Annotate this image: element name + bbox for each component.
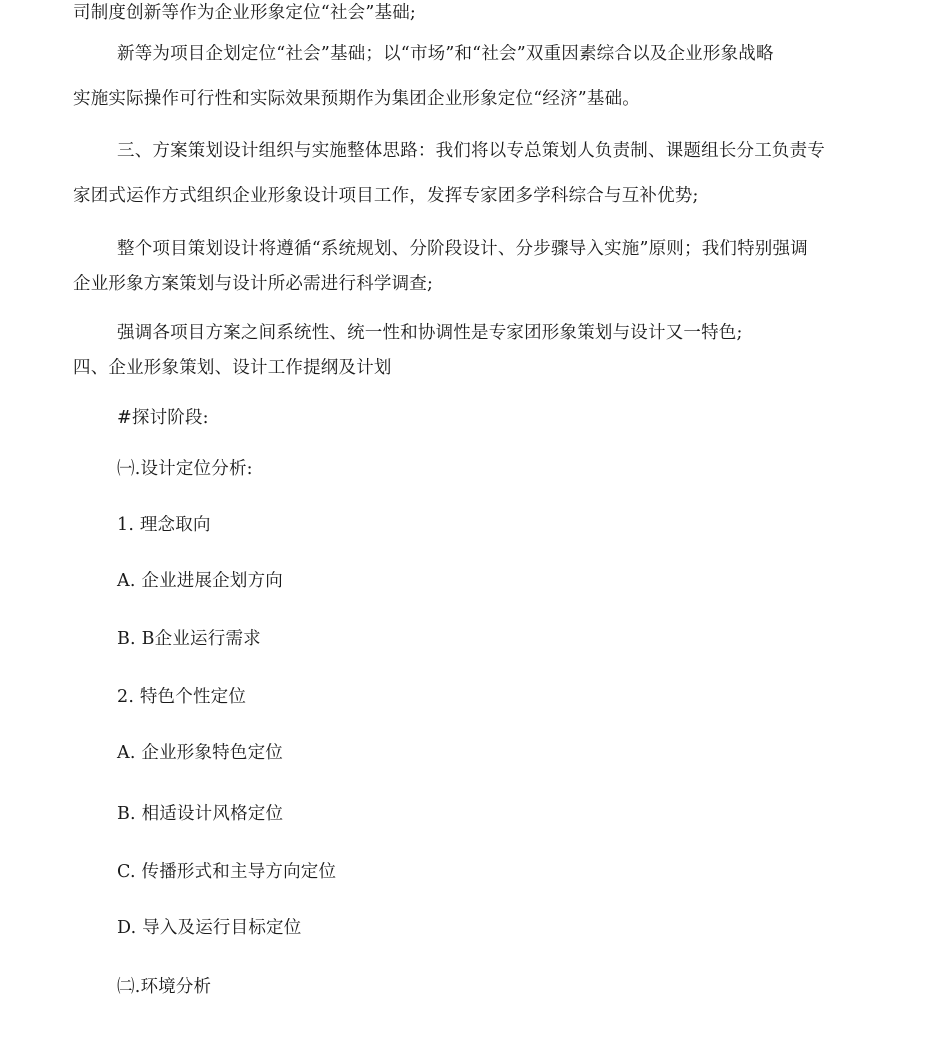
outline-item: 1. 理念取向 [117, 515, 211, 535]
outline-subsection: ㈠.设计定位分析: [117, 459, 253, 479]
outline-subitem: D. 导入及运行目标定位 [117, 918, 302, 938]
outline-subitem: A. 企业形象特色定位 [117, 743, 283, 763]
paragraph-continuation-line: 司制度创新等作为企业形象定位“社会”基础; [73, 3, 416, 23]
paragraph-line: 企业形象方案策划与设计所必需进行科学调查; [73, 274, 434, 294]
outline-stage: #探讨阶段: [117, 408, 209, 428]
paragraph-line: 实施实际操作可行性和实际效果预期作为集团企业形象定位“经济”基础。 [73, 89, 640, 109]
paragraph-line: 强调各项目方案之间系统性、统一性和协调性是专家团形象策划与设计又一特色; [117, 323, 743, 343]
outline-subitem: B. B企业运行需求 [117, 629, 261, 649]
section-heading: 四、企业形象策划、设计工作提纲及计划 [73, 358, 392, 378]
outline-subitem: B. 相适设计风格定位 [117, 804, 284, 824]
paragraph-line: 家团式运作方式组织企业形象设计项目工作，发挥专家团多学科综合与互补优势; [73, 186, 699, 206]
outline-item: 2. 特色个性定位 [117, 687, 247, 707]
paragraph-line: 新等为项目企划定位“社会”基础；以“市场”和“社会”双重因素综合以及企业形象战略 [117, 44, 774, 64]
outline-subitem: C. 传播形式和主导方向定位 [117, 862, 337, 882]
paragraph-line: 整个项目策划设计将遵循“系统规划、分阶段设计、分步骤导入实施”原则；我们特别强调 [117, 239, 808, 259]
outline-subsection: ㈡.环境分析 [117, 977, 212, 997]
outline-subitem: A. 企业进展企划方向 [117, 571, 283, 591]
paragraph-line: 三、方案策划设计组织与实施整体思路：我们将以专总策划人负责制、课题组长分工负责专 [117, 141, 825, 161]
